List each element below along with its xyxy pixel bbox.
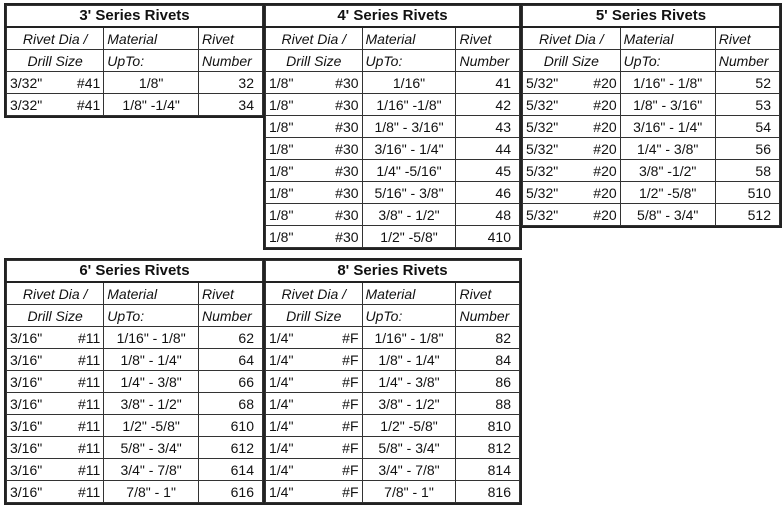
rivet-table <box>265 260 520 503</box>
rivet-number: 34 <box>198 94 262 116</box>
header-material: Material <box>362 27 456 50</box>
drill-size: #30 <box>335 184 359 201</box>
rivet-dia-drill-cell <box>523 72 621 94</box>
material-range: 1/8" - 3/16" <box>620 94 715 116</box>
header-drill-size: Drill Size <box>266 305 363 327</box>
header-drill-size: Drill Size <box>266 50 363 72</box>
rivet-number: 612 <box>198 437 262 459</box>
rivet-dia-drill-cell <box>7 94 104 116</box>
drill-size: #20 <box>593 184 617 201</box>
table-row <box>266 393 520 415</box>
header-rivet-dia: Rivet Dia / <box>7 282 104 305</box>
drill-size: #30 <box>335 118 359 135</box>
drill-size: #20 <box>593 118 617 135</box>
rivet-number: 512 <box>715 204 779 226</box>
drill-size: #30 <box>335 96 359 113</box>
material-range: 3/16" - 1/4" <box>362 138 456 160</box>
material-range: 1/4" -5/16" <box>362 160 456 182</box>
header-upto: UpTo: <box>620 50 715 72</box>
header-number: Number <box>456 305 520 327</box>
rivet-dia: 3/16" <box>10 329 43 346</box>
table-row <box>266 138 520 160</box>
material-range: 5/8" - 3/4" <box>362 437 456 459</box>
table-row <box>266 94 520 116</box>
rivet-dia: 3/16" <box>10 351 43 368</box>
material-range: 7/8" - 1" <box>104 481 199 503</box>
rivet-dia-drill-cell <box>266 481 363 503</box>
header-upto: UpTo: <box>104 305 199 327</box>
header-material: Material <box>620 27 715 50</box>
drill-size: #F <box>342 461 359 478</box>
rivet-dia-drill-cell <box>266 160 363 182</box>
header-rivet: Rivet <box>715 27 779 50</box>
rivet-number: 44 <box>456 138 520 160</box>
drill-size: #11 <box>77 461 101 478</box>
rivet-number: 43 <box>456 116 520 138</box>
drill-size: #F <box>342 439 359 456</box>
table-row <box>523 182 780 204</box>
rivet-dia-drill-cell <box>266 204 363 226</box>
rivet-dia: 1/4" <box>269 461 294 478</box>
table-row <box>266 226 520 248</box>
rivet-number: 58 <box>715 160 779 182</box>
rivet-number: 812 <box>456 437 520 459</box>
material-range: 1/2" -5/8" <box>104 415 199 437</box>
rivet-dia: 1/4" <box>269 329 294 346</box>
rivet-number: 84 <box>456 349 520 371</box>
drill-size: #F <box>342 351 359 368</box>
material-range: 3/8" - 1/2" <box>362 204 456 226</box>
material-range: 7/8" - 1" <box>362 481 456 503</box>
drill-size: #F <box>342 329 359 346</box>
rivet-dia-drill-cell <box>266 226 363 248</box>
material-range: 1/8" - 3/16" <box>362 116 456 138</box>
rivet-dia-drill-cell <box>7 349 104 371</box>
table-row <box>523 94 780 116</box>
material-range: 5/8" - 3/4" <box>620 204 715 226</box>
rivet-number: 86 <box>456 371 520 393</box>
rivet-number: 82 <box>456 327 520 349</box>
rivet-dia: 1/4" <box>269 417 294 434</box>
table-row <box>7 94 263 116</box>
table-row <box>523 204 780 226</box>
header-upto: UpTo: <box>362 50 456 72</box>
rivet-number: 814 <box>456 459 520 481</box>
rivet-number: 48 <box>456 204 520 226</box>
header-rivet: Rivet <box>198 282 262 305</box>
table-row <box>266 182 520 204</box>
material-range: 1/16" - 1/8" <box>620 72 715 94</box>
rivet-number: 54 <box>715 116 779 138</box>
rivet-dia: 5/32" <box>526 96 559 113</box>
drill-size: #30 <box>335 74 359 91</box>
material-range: 5/8" - 3/4" <box>104 437 199 459</box>
rivet-dia: 5/32" <box>526 184 559 201</box>
rivet-dia-drill-cell <box>266 437 363 459</box>
rivet-dia: 3/16" <box>10 461 43 478</box>
rivet-dia-drill-cell <box>523 94 621 116</box>
rivet-table <box>6 260 263 503</box>
rivet-number: 68 <box>198 393 262 415</box>
series-6-table <box>4 258 265 505</box>
table-row <box>7 481 263 503</box>
table-title: 3' Series Rivets <box>7 6 263 28</box>
table-title: 8' Series Rivets <box>266 261 520 283</box>
material-range: 1/8" - 1/4" <box>362 349 456 371</box>
table-row <box>523 72 780 94</box>
rivet-dia-drill-cell <box>266 94 363 116</box>
rivet-dia: 1/8" <box>269 206 294 223</box>
rivet-dia: 3/16" <box>10 417 43 434</box>
rivet-dia: 1/8" <box>269 184 294 201</box>
table-row <box>266 481 520 503</box>
rivet-number: 64 <box>198 349 262 371</box>
rivet-number: 816 <box>456 481 520 503</box>
rivet-number: 616 <box>198 481 262 503</box>
drill-size: #20 <box>593 74 617 91</box>
series-4-table <box>263 3 522 250</box>
rivet-number: 46 <box>456 182 520 204</box>
rivet-number: 810 <box>456 415 520 437</box>
rivet-dia-drill-cell <box>266 415 363 437</box>
rivet-dia: 1/4" <box>269 483 294 500</box>
rivet-number: 32 <box>198 72 262 94</box>
rivet-number: 66 <box>198 371 262 393</box>
rivet-dia: 5/32" <box>526 140 559 157</box>
material-range: 1/16" - 1/8" <box>362 327 456 349</box>
material-range: 5/16" - 3/8" <box>362 182 456 204</box>
material-range: 1/2" -5/8" <box>362 415 456 437</box>
header-upto: UpTo: <box>362 305 456 327</box>
rivet-dia: 3/16" <box>10 483 43 500</box>
material-range: 3/8" -1/2" <box>620 160 715 182</box>
header-number: Number <box>456 50 520 72</box>
rivet-dia-drill-cell <box>266 459 363 481</box>
rivet-dia: 1/8" <box>269 162 294 179</box>
rivet-dia: 1/8" <box>269 96 294 113</box>
drill-size: #30 <box>335 162 359 179</box>
material-range: 1/16" - 1/8" <box>104 327 199 349</box>
material-range: 3/4" - 7/8" <box>362 459 456 481</box>
header-material: Material <box>104 282 199 305</box>
table-row <box>7 327 263 349</box>
rivet-dia: 3/16" <box>10 439 43 456</box>
rivet-table <box>522 5 780 226</box>
table-title: 4' Series Rivets <box>266 6 520 28</box>
table-row <box>266 72 520 94</box>
header-drill-size: Drill Size <box>7 50 104 72</box>
drill-size: #11 <box>77 417 101 434</box>
rivet-dia-drill-cell <box>266 138 363 160</box>
drill-size: #30 <box>335 228 359 245</box>
rivet-dia: 3/16" <box>10 373 43 390</box>
rivet-dia: 1/4" <box>269 373 294 390</box>
rivet-number: 88 <box>456 393 520 415</box>
rivet-number: 52 <box>715 72 779 94</box>
drill-size: #20 <box>593 96 617 113</box>
drill-size: #20 <box>593 206 617 223</box>
rivet-dia: 3/32" <box>10 74 43 91</box>
rivet-dia: 1/8" <box>269 74 294 91</box>
table-title: 5' Series Rivets <box>523 6 780 28</box>
rivet-dia: 5/32" <box>526 74 559 91</box>
rivet-dia-drill-cell <box>7 481 104 503</box>
rivet-dia-drill-cell <box>266 182 363 204</box>
header-rivet-dia: Rivet Dia / <box>523 27 621 50</box>
drill-size: #30 <box>335 140 359 157</box>
rivet-dia-drill-cell <box>266 371 363 393</box>
material-range: 1/16" -1/8" <box>362 94 456 116</box>
header-number: Number <box>198 50 262 72</box>
drill-size: #20 <box>593 140 617 157</box>
material-range: 1/4" - 3/8" <box>362 371 456 393</box>
rivet-number: 614 <box>198 459 262 481</box>
drill-size: #11 <box>77 395 101 412</box>
header-drill-size: Drill Size <box>7 305 104 327</box>
header-rivet: Rivet <box>456 27 520 50</box>
header-rivet-dia: Rivet Dia / <box>7 27 104 50</box>
rivet-dia-drill-cell <box>266 393 363 415</box>
rivet-dia-drill-cell <box>266 72 363 94</box>
table-row <box>266 349 520 371</box>
rivet-number: 56 <box>715 138 779 160</box>
drill-size: #F <box>342 417 359 434</box>
table-row <box>7 72 263 94</box>
rivet-dia: 1/4" <box>269 439 294 456</box>
rivet-dia: 1/4" <box>269 395 294 412</box>
series-3-table <box>4 3 265 118</box>
table-row <box>7 459 263 481</box>
rivet-dia: 5/32" <box>526 118 559 135</box>
table-row <box>266 415 520 437</box>
material-range: 1/2" -5/8" <box>362 226 456 248</box>
header-number: Number <box>715 50 779 72</box>
rivet-dia-drill-cell <box>266 349 363 371</box>
table-row <box>266 116 520 138</box>
header-material: Material <box>104 27 199 50</box>
drill-size: #41 <box>76 96 101 113</box>
header-number: Number <box>198 305 262 327</box>
rivet-dia-drill-cell <box>523 204 621 226</box>
drill-size: #30 <box>335 206 359 223</box>
table-row <box>7 437 263 459</box>
header-material: Material <box>362 282 456 305</box>
material-range: 1/8" - 1/4" <box>104 349 199 371</box>
table-row <box>266 371 520 393</box>
rivet-dia-drill-cell <box>7 371 104 393</box>
drill-size: #11 <box>77 351 101 368</box>
rivet-number: 45 <box>456 160 520 182</box>
rivet-number: 610 <box>198 415 262 437</box>
drill-size: #11 <box>77 373 101 390</box>
drill-size: #F <box>342 483 359 500</box>
header-rivet-dia: Rivet Dia / <box>266 282 363 305</box>
rivet-table <box>6 5 263 116</box>
rivet-dia-drill-cell <box>7 327 104 349</box>
table-row <box>266 327 520 349</box>
rivet-number: 62 <box>198 327 262 349</box>
material-range: 1/2" -5/8" <box>620 182 715 204</box>
rivet-number: 53 <box>715 94 779 116</box>
rivet-dia-drill-cell <box>523 160 621 182</box>
table-row <box>523 116 780 138</box>
rivet-number: 410 <box>456 226 520 248</box>
header-drill-size: Drill Size <box>523 50 621 72</box>
rivet-dia-drill-cell <box>523 182 621 204</box>
header-rivet: Rivet <box>198 27 262 50</box>
material-range: 3/4" - 7/8" <box>104 459 199 481</box>
drill-size: #11 <box>77 439 101 456</box>
rivet-dia-drill-cell <box>7 72 104 94</box>
rivet-dia-drill-cell <box>7 437 104 459</box>
header-rivet: Rivet <box>456 282 520 305</box>
table-title: 6' Series Rivets <box>7 261 263 283</box>
table-row <box>266 459 520 481</box>
rivet-dia-drill-cell <box>523 138 621 160</box>
rivet-number: 41 <box>456 72 520 94</box>
table-row <box>7 349 263 371</box>
table-row <box>266 204 520 226</box>
material-range: 1/4" - 3/8" <box>104 371 199 393</box>
rivet-dia-drill-cell <box>7 459 104 481</box>
material-range: 3/8" - 1/2" <box>104 393 199 415</box>
rivet-dia-drill-cell <box>266 327 363 349</box>
material-range: 1/8" <box>104 72 199 94</box>
rivet-dia: 1/8" <box>269 118 294 135</box>
rivet-dia: 1/8" <box>269 140 294 157</box>
material-range: 3/16" - 1/4" <box>620 116 715 138</box>
material-range: 1/8" -1/4" <box>104 94 199 116</box>
rivet-dia-drill-cell <box>266 116 363 138</box>
table-row <box>523 138 780 160</box>
rivet-dia: 3/16" <box>10 395 43 412</box>
rivet-dia: 3/32" <box>10 96 43 113</box>
material-range: 1/16" <box>362 72 456 94</box>
header-upto: UpTo: <box>104 50 199 72</box>
rivet-dia: 5/32" <box>526 162 559 179</box>
rivet-table <box>265 5 520 248</box>
rivet-number: 510 <box>715 182 779 204</box>
material-range: 3/8" - 1/2" <box>362 393 456 415</box>
rivet-dia-drill-cell <box>523 116 621 138</box>
rivet-number: 42 <box>456 94 520 116</box>
rivet-dia: 1/8" <box>269 228 294 245</box>
rivet-dia-drill-cell <box>7 393 104 415</box>
table-row <box>7 393 263 415</box>
drill-size: #11 <box>77 483 101 500</box>
table-row <box>266 437 520 459</box>
drill-size: #20 <box>593 162 617 179</box>
table-row <box>266 160 520 182</box>
material-range: 1/4" - 3/8" <box>620 138 715 160</box>
drill-size: #41 <box>76 74 101 91</box>
header-rivet-dia: Rivet Dia / <box>266 27 363 50</box>
series-8-table <box>263 258 522 505</box>
rivet-dia: 5/32" <box>526 206 559 223</box>
series-5-table <box>520 3 782 228</box>
rivet-dia-drill-cell <box>7 415 104 437</box>
rivet-dia: 1/4" <box>269 351 294 368</box>
table-row <box>7 415 263 437</box>
drill-size: #F <box>342 373 359 390</box>
drill-size: #F <box>342 395 359 412</box>
table-row <box>7 371 263 393</box>
drill-size: #11 <box>77 329 101 346</box>
table-row <box>523 160 780 182</box>
